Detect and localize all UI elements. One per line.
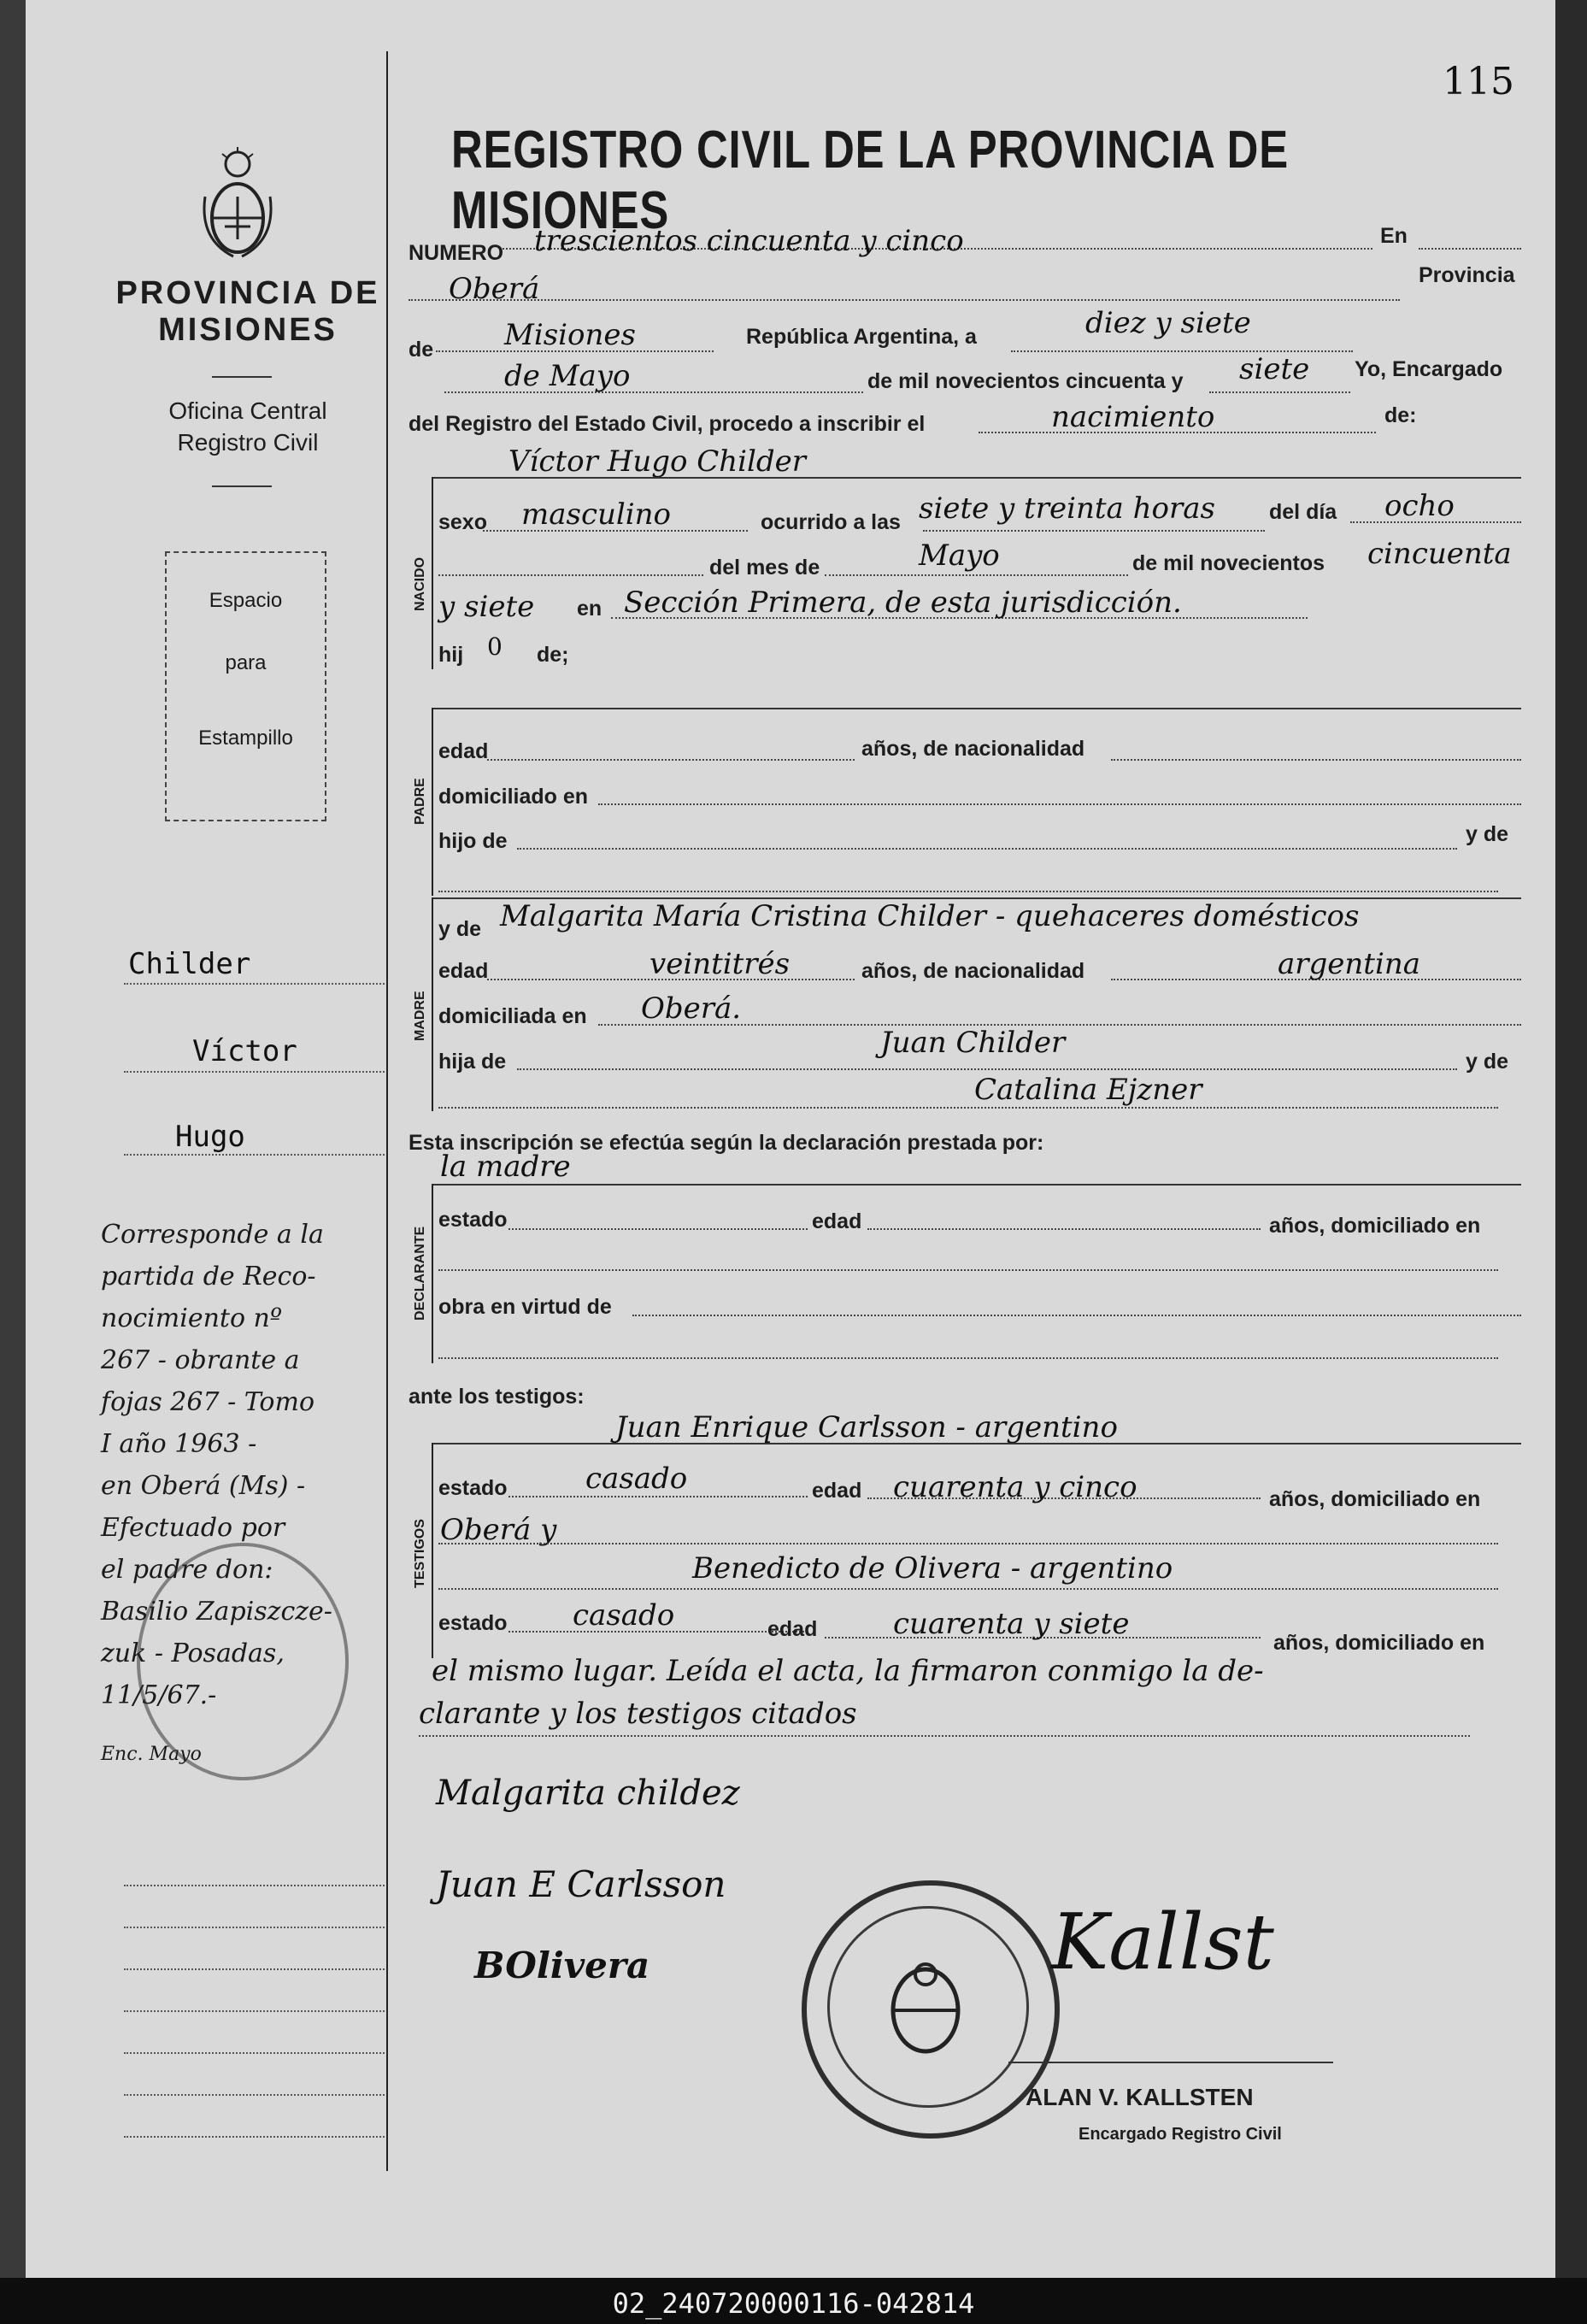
margin-rule [124, 1154, 385, 1156]
margin-note-line: partida de Reco- [101, 1262, 316, 1291]
label-anos-dom: años, domiciliado en [1269, 1487, 1481, 1511]
label-numero: NUMERO [409, 241, 504, 265]
label-anos-dom: años, domiciliado en [1273, 1631, 1485, 1655]
field-provincia: Misiones [504, 318, 636, 352]
margin-note-line: nocimiento nº [101, 1303, 282, 1333]
label-domiciliado: domiciliado en [438, 785, 589, 809]
field-t2-edad: cuarenta y siete [893, 1607, 1130, 1641]
field-testigo-1: Juan Enrique Carlsson - argentino [615, 1410, 1118, 1444]
field-lugar: Oberá [449, 272, 540, 306]
signature-official: Kallst [1051, 1897, 1274, 1987]
seal-coat-of-arms-icon [879, 1957, 973, 2060]
section-line [432, 1184, 1521, 1186]
label-anos-nac: años, de nacionalidad [861, 737, 1085, 761]
margin-note-line: en Oberá (Ms) - [101, 1471, 306, 1501]
label-estado: estado [438, 1611, 508, 1635]
field-anio-nac-2: y siete [438, 590, 535, 624]
label-de-mil2: de mil novecientos [1132, 551, 1325, 575]
field-numero: trescientos cincuenta y cinco [534, 224, 964, 258]
field-line [487, 759, 855, 761]
field-dia: diez y siete [1085, 306, 1251, 340]
signature-witness-2: BOlivera [474, 1945, 650, 1986]
field-line [517, 1068, 1457, 1070]
label-hija-de: hija de [438, 1050, 507, 1074]
stamp-box-label: Estampillo [198, 727, 293, 750]
coat-of-arms-icon [195, 145, 280, 261]
scan-id: 02_240720000116-042814 [612, 2287, 975, 2320]
label-de-mil: de mil novecientos cincuenta y [867, 369, 1184, 393]
label-y-de: y de [1466, 1050, 1509, 1074]
margin-name-1: Víctor [192, 1034, 297, 1068]
margin-seal-stamp [137, 1543, 349, 1780]
stamp-box [165, 551, 326, 821]
margin-rule [124, 1885, 385, 1886]
section-bracket [432, 1184, 433, 1363]
field-madre-nombre: Malgarita María Cristina Childer - quehaceres domésticos [500, 899, 1360, 933]
margin-divider [386, 51, 388, 2171]
label-obra: obra en virtud de [438, 1295, 612, 1319]
margin-note-line: fojas 267 - Tomo [101, 1387, 315, 1417]
field-line [1419, 248, 1521, 250]
field-hora: siete y treinta horas [919, 491, 1215, 526]
field-t1-estado: casado [585, 1462, 688, 1496]
divider [212, 485, 272, 487]
field-anio: siete [1239, 352, 1310, 386]
label-esta-inscripcion: Esta inscripción se efectúa según la declaración prestada por: [409, 1131, 1044, 1155]
label-yo: Yo, Encargado [1355, 357, 1503, 381]
official-name: ALAN V. KALLSTEN [1026, 2084, 1254, 2110]
section-bracket [432, 477, 433, 669]
label-edad: edad [767, 1617, 818, 1641]
label-hijo-de: hijo de [438, 829, 508, 853]
field-declarante: la madre [440, 1150, 571, 1184]
label-anos-dom: años, domiciliado en [1269, 1214, 1481, 1238]
label-ocurrido: ocurrido a las [761, 510, 901, 534]
label-anos-nac: años, de nacionalidad [861, 959, 1085, 983]
section-line [432, 708, 1521, 709]
field-cierre-2: clarante y los testigos citados [419, 1697, 857, 1731]
field-nombre: Víctor Hugo Childer [508, 444, 807, 479]
office-title-2: Registro Civil [177, 429, 319, 456]
margin-rule [124, 2052, 385, 2054]
stamp-box-label: Espacio [209, 589, 283, 612]
field-madre-padre: Juan Childer [880, 1026, 1066, 1060]
margin-rule [124, 983, 385, 985]
label-edad: edad [812, 1479, 862, 1503]
label-en2: en [577, 597, 602, 621]
field-acto: nacimiento [1051, 400, 1215, 434]
field-line [438, 1543, 1498, 1544]
field-line [419, 1735, 1470, 1737]
field-lugar-nac: Sección Primera, de esta jurisdicción. [624, 585, 1182, 620]
divider [212, 376, 272, 378]
label-y-de: y de [1466, 822, 1509, 846]
field-madre-nac: argentina [1278, 947, 1421, 981]
section-bracket [432, 708, 433, 896]
label-sexo: sexo [438, 510, 487, 534]
label-de: de [409, 338, 434, 362]
label-del-dia: del día [1269, 500, 1337, 524]
official-title: Encargado Registro Civil [1079, 2125, 1282, 2144]
binding-edge [0, 0, 26, 2278]
page-number: 115 [1443, 60, 1514, 103]
signature-witness-1: Juan E Carlsson [436, 1863, 726, 1905]
margin-rule [124, 2136, 385, 2138]
field-line [438, 891, 1498, 892]
field-line [867, 1228, 1261, 1230]
margin-note-line: I año 1963 - [101, 1429, 257, 1459]
margin-note-line: Efectuado por [101, 1513, 285, 1543]
margin-rule [124, 2010, 385, 2012]
label-republica: República Argentina, a [746, 325, 977, 349]
margin-note-line: zuk - Posadas, [101, 1639, 285, 1668]
field-t1-edad: cuarenta y cinco [893, 1470, 1137, 1504]
field-line [438, 1588, 1498, 1590]
section-bracket [432, 1443, 433, 1658]
field-line [598, 803, 1521, 805]
label-de3: de; [537, 643, 569, 667]
margin-note-line: el padre don: [101, 1555, 273, 1585]
label-edad: edad [438, 959, 489, 983]
label-de2: de: [1384, 403, 1417, 427]
field-line [1209, 391, 1350, 393]
field-madre-edad: veintitrés [649, 947, 791, 981]
margin-note-line: 11/5/67.- [101, 1680, 217, 1710]
field-anio-nac-1: cincuenta [1367, 537, 1512, 571]
label-y-de2: y de [438, 917, 482, 941]
office-title: Oficina Central [168, 397, 327, 424]
margin-surname: Childer [128, 947, 251, 981]
section-bracket [432, 897, 433, 1111]
margin-name-2: Hugo [175, 1120, 245, 1154]
field-line [438, 1107, 1498, 1109]
field-line [1111, 759, 1521, 761]
section-label-declarante: DECLARANTE [413, 1226, 427, 1321]
label-estado: estado [438, 1476, 508, 1500]
margin-rule [124, 2094, 385, 2096]
label-edad: edad [812, 1209, 862, 1233]
field-line [517, 848, 1457, 850]
field-line [825, 574, 1128, 576]
label-provincia: Provincia [1419, 263, 1515, 287]
field-line [438, 1269, 1498, 1271]
field-t2-estado: casado [573, 1598, 675, 1633]
section-line [432, 477, 1521, 479]
field-cierre-1: el mismo lugar. Leída el acta, la firmaron conmigo la de- [432, 1654, 1264, 1688]
label-del-mes: del mes de [709, 556, 820, 580]
label-hij: hij [438, 643, 464, 667]
margin-rule [124, 1071, 385, 1073]
field-mes-nac: Mayo [919, 538, 1000, 573]
field-line [923, 530, 1265, 532]
margin-rule [124, 1927, 385, 1928]
field-line [438, 574, 703, 576]
field-line [508, 1496, 808, 1497]
field-sexo: masculino [521, 497, 672, 532]
margin-note-line: Basilio Zapiszcze- [101, 1597, 332, 1627]
field-line [508, 1228, 808, 1230]
field-t1-dom: Oberá y [440, 1513, 557, 1547]
signature-line [1008, 2062, 1333, 2063]
field-madre-madre: Catalina Ejzner [974, 1073, 1202, 1107]
label-domiciliada: domiciliada en [438, 1004, 587, 1028]
stamp-box-label: para [225, 651, 267, 674]
field-testigo-2: Benedicto de Olivera - argentino [692, 1551, 1173, 1586]
field-hij: 0 [487, 632, 503, 661]
margin-note-line: Enc. Mayo [101, 1744, 202, 1765]
field-line [409, 299, 1400, 301]
margin-rule [124, 1968, 385, 1970]
field-mes: de Mayo [504, 359, 631, 393]
province-title: PROVINCIA DE [115, 275, 380, 311]
label-en: En [1380, 224, 1408, 248]
field-madre-dom: Oberá. [641, 991, 742, 1026]
province-title-2: MISIONES [158, 312, 338, 348]
label-edad: edad [438, 739, 489, 763]
field-line [632, 1315, 1521, 1316]
section-label-nacido: NACIDO [413, 556, 427, 611]
label-ante: ante los testigos: [409, 1385, 585, 1409]
section-label-testigos: TESTIGOS [413, 1519, 427, 1588]
section-label-padre: PADRE [413, 778, 427, 825]
margin-note-line: 267 - obrante a [101, 1345, 300, 1375]
field-line [438, 1357, 1498, 1359]
section-label-madre: MADRE [413, 991, 427, 1041]
page-title: REGISTRO CIVIL DE LA PROVINCIA DE MISIONES [451, 121, 1289, 240]
label-estado: estado [438, 1208, 508, 1232]
margin-note-line: Corresponde a la [101, 1220, 324, 1250]
signature-mother: Malgarita childez [436, 1774, 740, 1813]
label-del-registro: del Registro del Estado Civil, procedo a inscribir el [409, 412, 926, 436]
section-line [432, 1443, 1521, 1444]
field-dia-nac: ocho [1384, 489, 1455, 523]
